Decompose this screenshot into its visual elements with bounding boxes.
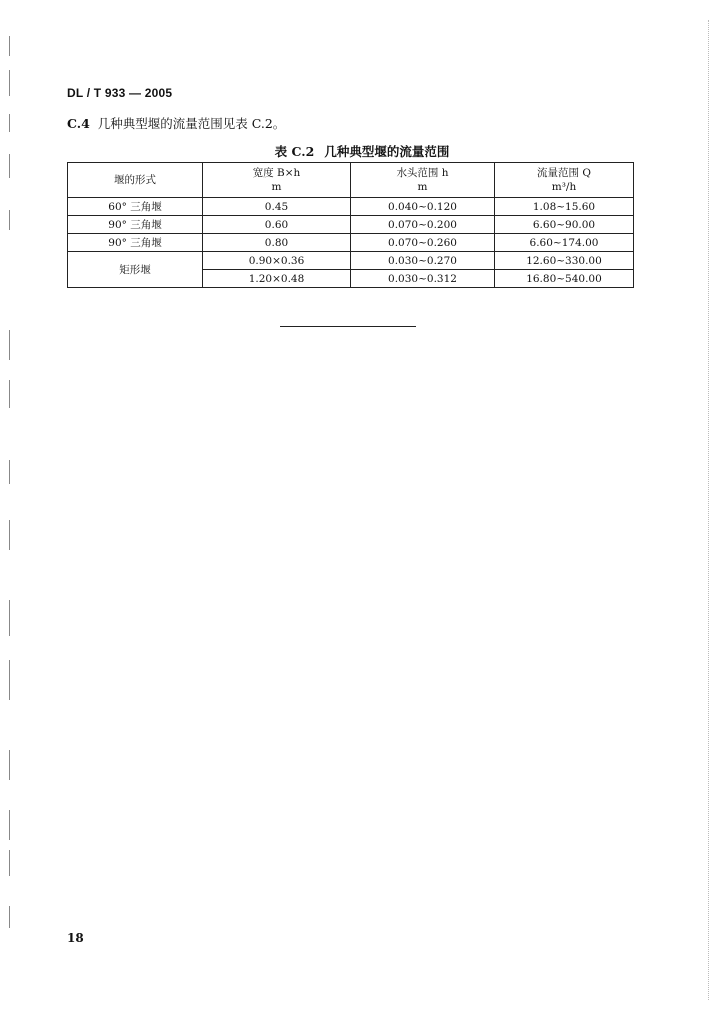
column-header-label: 堰的形式 — [114, 174, 156, 186]
weir-flow-table — [67, 162, 634, 288]
column-header-unit: m³/h — [551, 181, 577, 193]
table-cell: 0.030~0.270 — [351, 252, 495, 270]
section-number: C.4 — [67, 116, 90, 131]
table-cell: 0.90×0.36 — [203, 252, 351, 270]
table-caption-id: 表 C.2 — [274, 144, 315, 159]
column-header — [495, 163, 634, 198]
table-cell: 90° 三角堰 — [68, 216, 203, 234]
section-text: 几种典型堰的流量范围见表 C.2。 — [97, 116, 286, 131]
table-header-row — [68, 163, 634, 198]
column-header-label: 水头范围 h — [396, 167, 449, 179]
table-caption — [0, 142, 724, 160]
table-cell: 1.20×0.48 — [203, 270, 351, 288]
table-cell: 0.80 — [203, 234, 351, 252]
end-rule — [280, 326, 416, 327]
column-header-label: 流量范围 Q — [537, 167, 591, 179]
table-cell: 16.80~540.00 — [495, 270, 634, 288]
table-cell: 60° 三角堰 — [68, 198, 203, 216]
table-cell: 0.60 — [203, 216, 351, 234]
table-caption-text: 几种典型堰的流量范围 — [324, 144, 450, 159]
page-number: 18 — [67, 931, 84, 945]
document-code: DL / T 933 — 2005 — [67, 86, 173, 100]
section-paragraph — [67, 114, 285, 132]
table-cell: 0.070~0.260 — [351, 234, 495, 252]
table-row — [68, 198, 634, 216]
table-cell: 6.60~90.00 — [495, 216, 634, 234]
table-row — [68, 252, 634, 270]
scan-edge — [708, 20, 710, 1000]
column-header-unit: m — [271, 181, 282, 193]
column-header — [351, 163, 495, 198]
column-header — [68, 163, 203, 198]
table-row — [68, 216, 634, 234]
table-cell: 0.040~0.120 — [351, 198, 495, 216]
table-cell: 90° 三角堰 — [68, 234, 203, 252]
table-cell: 0.030~0.312 — [351, 270, 495, 288]
table-row — [68, 234, 634, 252]
binding-margin-marks — [9, 30, 11, 950]
column-header — [203, 163, 351, 198]
column-header-unit: m — [417, 181, 428, 193]
table-cell-merged: 矩形堰 — [68, 252, 203, 288]
table-cell: 6.60~174.00 — [495, 234, 634, 252]
table-cell: 12.60~330.00 — [495, 252, 634, 270]
column-header-label: 宽度 B×h — [252, 167, 301, 179]
table-cell: 0.070~0.200 — [351, 216, 495, 234]
table-cell: 1.08~15.60 — [495, 198, 634, 216]
table-cell: 0.45 — [203, 198, 351, 216]
